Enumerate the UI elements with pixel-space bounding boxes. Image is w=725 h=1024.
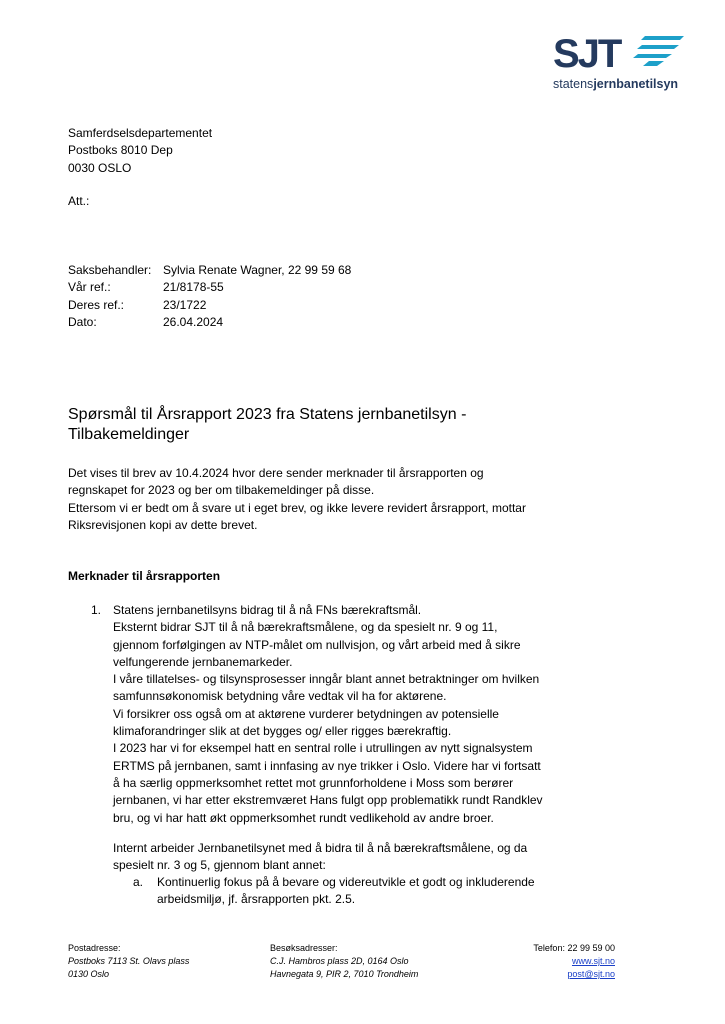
logo-rail-stripes [633,36,684,66]
footer-line: 0130 Oslo [68,969,110,979]
section-heading: Merknader til årsrapporten [68,569,221,583]
logo-letters: SJT [553,32,621,76]
footer-phone: Telefon: 22 99 59 00 [533,943,615,953]
recipient-address [68,125,212,177]
intro-paragraph [68,465,526,534]
internal-paragraph [113,840,527,875]
item-line: velfungerende jernbanemarkeder. [113,654,293,669]
ref-row [68,297,351,314]
footer-email-link[interactable]: post@sjt.no [567,969,615,979]
footer-label: Besøksadresser: [270,943,338,953]
item-line: bru, og vi har hatt økt oppmerksomhet rundt vedlikehold av andre broer. [113,810,494,825]
ref-value: 23/1722 [163,297,207,312]
footer-web-link[interactable]: www.sjt.no [571,956,615,966]
ref-value: 21/8178-55 [163,280,224,295]
item-line: I våre tillatelses- og tilsynsprosesser inngår blant annet betraktninger om hvilken [113,672,540,687]
attention-line: Att.: [68,194,90,208]
item-line: å ha særlig oppmerksomhet rettet mot grunnforholdene i Moss som berører [113,775,514,790]
sjt-logo [553,30,685,94]
ref-row [68,314,351,331]
recipient-line: Samferdselsdepartementet [68,126,213,140]
item-line: Vi forsikrer oss også om at aktørene vurderer betydningen av potensielle [113,706,499,721]
footer-line: C.J. Hambros plass 2D, 0164 Oslo [270,956,409,966]
item-line: jernbanen, vi har etter ekstremværet Hans fulgt opp problematikk rundt Randklev [113,793,543,808]
sublist-item-text [157,874,535,909]
internal-line: spesielt nr. 3 og 5, gjennom blant annet: [113,858,326,873]
ref-label: Vår ref.: [68,280,111,295]
item-line: samfunnsøkonomisk betydning våre vedtak vil ha for aktørene. [113,689,447,704]
letter-title: Spørsmål til Årsrapport 2023 fra Statens jernbanetilsyn - Tilbakemeldinger [68,406,467,443]
intro-line: Ettersom vi er bedt om å svare ut i eget brev, og ikke levere revidert årsrapport, mottar [68,500,526,515]
footer-line: Postboks 7113 St. Olavs plass [68,956,190,966]
sublist-line: Kontinuerlig fokus på å bevare og videreutvikle et godt og inkluderende [157,875,535,889]
sjt-logo-mark [553,30,685,94]
list-item-text [113,602,543,827]
sublist-line: arbeidsmiljø, jf. årsrapporten pkt. 2.5. [157,892,356,907]
ref-value: 26.04.2024 [163,314,224,329]
item-line: gjennom forfølgingen av NTP-målet om nullvisjon, og vårt arbeid med å sikre [113,637,521,652]
recipient-line: Postboks 8010 Dep [68,143,173,158]
ref-label: Deres ref.: [68,297,125,312]
reference-block [68,262,351,331]
ref-value: Sylvia Renate Wagner, 22 99 59 68 [163,263,352,277]
svg-text:statensjernbanetilsyn: statensjernbanetilsyn [553,77,679,91]
internal-line: Internt arbeider Jernbanetilsynet med å bidra til å nå bærekraftsmålene, og da [113,841,528,855]
ref-row [68,262,351,279]
ref-label: Saksbehandler: [68,263,152,277]
intro-line: regnskapet for 2023 og ber om tilbakemeldinger på disse. [68,483,375,498]
list-number: 1. [91,603,102,617]
item-line: Eksternt bidrar SJT til å nå bærekraftsmålene, og da spesielt nr. 9 og 11, [113,620,498,635]
footer-visit-address [270,942,418,981]
footer-line: Havnegata 9, PIR 2, 7010 Trondheim [270,969,419,979]
footer-postal-address [68,942,189,981]
footer-label: Postadresse: [68,943,121,953]
intro-line: Det vises til brev av 10.4.2024 hvor dere sender merknader til årsrapporten og [68,466,484,480]
ref-label: Dato: [68,314,97,329]
intro-line: Riksrevisjonen kopi av dette brevet. [68,517,258,532]
item-line: Statens jernbanetilsyns bidrag til å nå FNs bærekraftsmål. [113,603,422,617]
sublist-marker: a. [133,875,144,889]
item-line: I 2023 har vi for eksempel hatt en sentral rolle i utrullingen av nytt signalsystem [113,741,533,756]
item-line: klimaforandringer slik at det bygges og/ eller rigges bærekraftig. [113,724,452,739]
recipient-line: 0030 OSLO [68,160,132,175]
item-line: ERTMS på jernbanen, samt i innfasing av nye trikker i Oslo. Videre har vi fortsatt [113,758,541,773]
footer-contact [533,942,615,981]
ref-row [68,279,351,296]
